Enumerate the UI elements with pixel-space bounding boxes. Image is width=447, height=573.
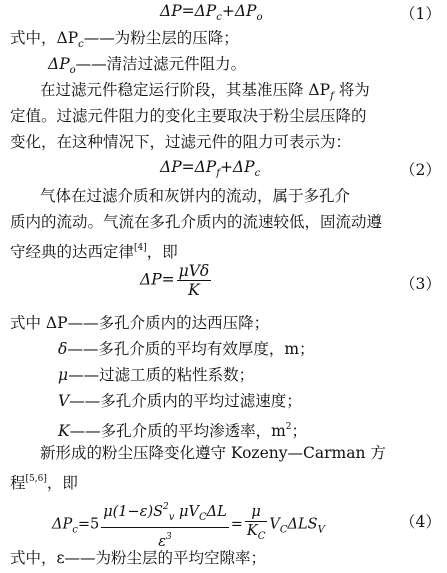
paragraph-3-line-2	[10, 468, 78, 494]
def3-line-5	[58, 416, 307, 442]
eq4-lhs-sub: c	[72, 524, 78, 536]
eq1-mid: +ΔP	[221, 2, 257, 20]
eq4-fraction-2	[245, 503, 268, 546]
def3-text-3: ——过滤工质的粘性系数；	[68, 366, 255, 384]
eq4-tail-sub: C	[279, 524, 288, 536]
paragraph-2-line-1: 气体在过滤介质和灰饼内的流动，属于多孔介	[40, 187, 351, 205]
eq2-sub1: f	[216, 168, 220, 179]
eq2-lhs: ΔP=ΔP	[160, 158, 217, 176]
eq4-f1-top-sub: v	[168, 512, 175, 523]
eq4-frac2-numerator: μ	[245, 503, 268, 522]
def3-sym-4: V	[58, 392, 70, 410]
p3-line2a: 程	[10, 474, 26, 492]
eq4-f1-top-b-sub: C	[198, 512, 207, 523]
eq3-fraction	[177, 262, 212, 299]
equation-2	[160, 158, 260, 179]
eq1-sub2: o	[256, 12, 263, 23]
eq4-f1-top-a: μ(1−ε)S	[103, 504, 164, 520]
def2-rest: ——清洁过滤元件阻力。	[75, 55, 247, 73]
def3-text-2: ——多孔介质的平均有效厚度，m；	[67, 340, 315, 358]
def2-prefix: ΔP	[48, 55, 70, 73]
def1-rest: ——为粉尘层的压降；	[83, 29, 239, 47]
citation-4: [4]	[134, 243, 147, 253]
def3-sym-3: μ	[58, 366, 69, 384]
definition-last-line	[10, 547, 266, 569]
eq2-mid: +ΔP	[219, 158, 255, 176]
equation-3	[140, 262, 213, 299]
eq3-denominator: K	[188, 281, 200, 299]
eq4-f1-top-sup: 2	[163, 502, 169, 512]
equation-4	[52, 498, 325, 551]
p2-line3a: 守经典的达西定律	[10, 243, 135, 261]
eq4-tail-b: ΔLS	[287, 516, 318, 533]
def3-line-3	[58, 364, 254, 386]
eq4-frac2-denominator	[245, 522, 268, 546]
eq4-eq5: =5	[77, 516, 100, 533]
def1-sub: c	[78, 39, 84, 50]
def3-sym-5: K	[58, 422, 70, 440]
eq2-sub2: c	[254, 168, 261, 179]
def3-text-4: ——多孔介质内的平均过滤速度；	[69, 392, 302, 410]
def3-text-1: ——多孔介质内的达西压降；	[67, 314, 270, 332]
eq4-f1-den-sup: 3	[165, 532, 172, 542]
eq4-f1-top-c: ΔL	[206, 504, 227, 520]
eq4-fraction-1	[101, 498, 229, 551]
paragraph-2-line-3	[10, 237, 178, 263]
p2-line3b: ，即	[146, 243, 178, 261]
definition-line-2	[48, 53, 246, 82]
citation-5-6: [5,6]	[25, 474, 47, 484]
eq3-lhs: ΔP=	[140, 270, 175, 289]
def3-sym-1: 式中 ΔP	[10, 314, 68, 332]
def2-sub: o	[69, 65, 76, 76]
eq4-tail: V	[269, 516, 280, 533]
paragraph-1-line-1	[40, 79, 370, 108]
eq4-f2-den: K	[246, 523, 258, 539]
paragraph-3-line-1: 新形成的粉尘压降变化遵守 Kozeny—Carman 方	[40, 444, 386, 462]
def1-prefix: 式中，ΔP	[10, 29, 79, 47]
def3-sup-5: 2	[285, 422, 292, 432]
last-rest: ——为粉尘层的平均空隙率；	[64, 549, 267, 567]
equation-1-number: （1）	[400, 5, 441, 23]
def3-text-5: ——多孔介质的平均渗透率，m	[69, 422, 286, 440]
eq4-equals: =	[230, 516, 243, 533]
def3-sym-2: δ	[58, 340, 68, 358]
eq1-lhs: ΔP=ΔP	[160, 2, 217, 20]
definition-line-1	[10, 27, 239, 56]
eq3-numerator: μVδ	[178, 262, 210, 280]
eq4-f2-den-sub: C	[257, 531, 266, 542]
paragraph-2-line-2: 质内的流动。气流在多孔介质内的流速较低，固流动遵	[10, 213, 383, 231]
paragraph-1-line-3: 变化，在这种情况下，过滤元件的阻力可表示为：	[10, 133, 352, 151]
p1-line1b: 将为	[333, 81, 370, 99]
def3-tail-5: ；	[291, 422, 308, 440]
equation-1	[160, 2, 263, 23]
last-prefix: 式中，ε	[10, 549, 65, 567]
def3-line-4	[58, 390, 302, 412]
eq4-f1-den: ε	[158, 534, 166, 550]
eq4-tail-b-sub: V	[317, 524, 325, 536]
paragraph-1-line-2: 定值。过滤元件阻力的变化主要取决于粉尘层压降的	[10, 107, 367, 125]
p1-line1sub: f	[330, 91, 334, 102]
equation-4-number: （4）	[400, 513, 441, 531]
eq4-frac1-numerator	[101, 498, 229, 528]
eq4-lhs: ΔP	[52, 516, 73, 533]
eq4-f1-top-b: μV	[174, 504, 199, 520]
eq1-sub1: c	[216, 12, 222, 23]
p1-line1a: 在过滤元件稳定运行阶段，其基准压降 ΔP	[40, 81, 331, 99]
equation-3-number: （3）	[400, 275, 441, 293]
def3-line-2	[58, 338, 315, 360]
equation-2-number: （2）	[400, 161, 441, 179]
def3-line-1	[10, 312, 269, 334]
p3-line2b: ，即	[46, 474, 78, 492]
